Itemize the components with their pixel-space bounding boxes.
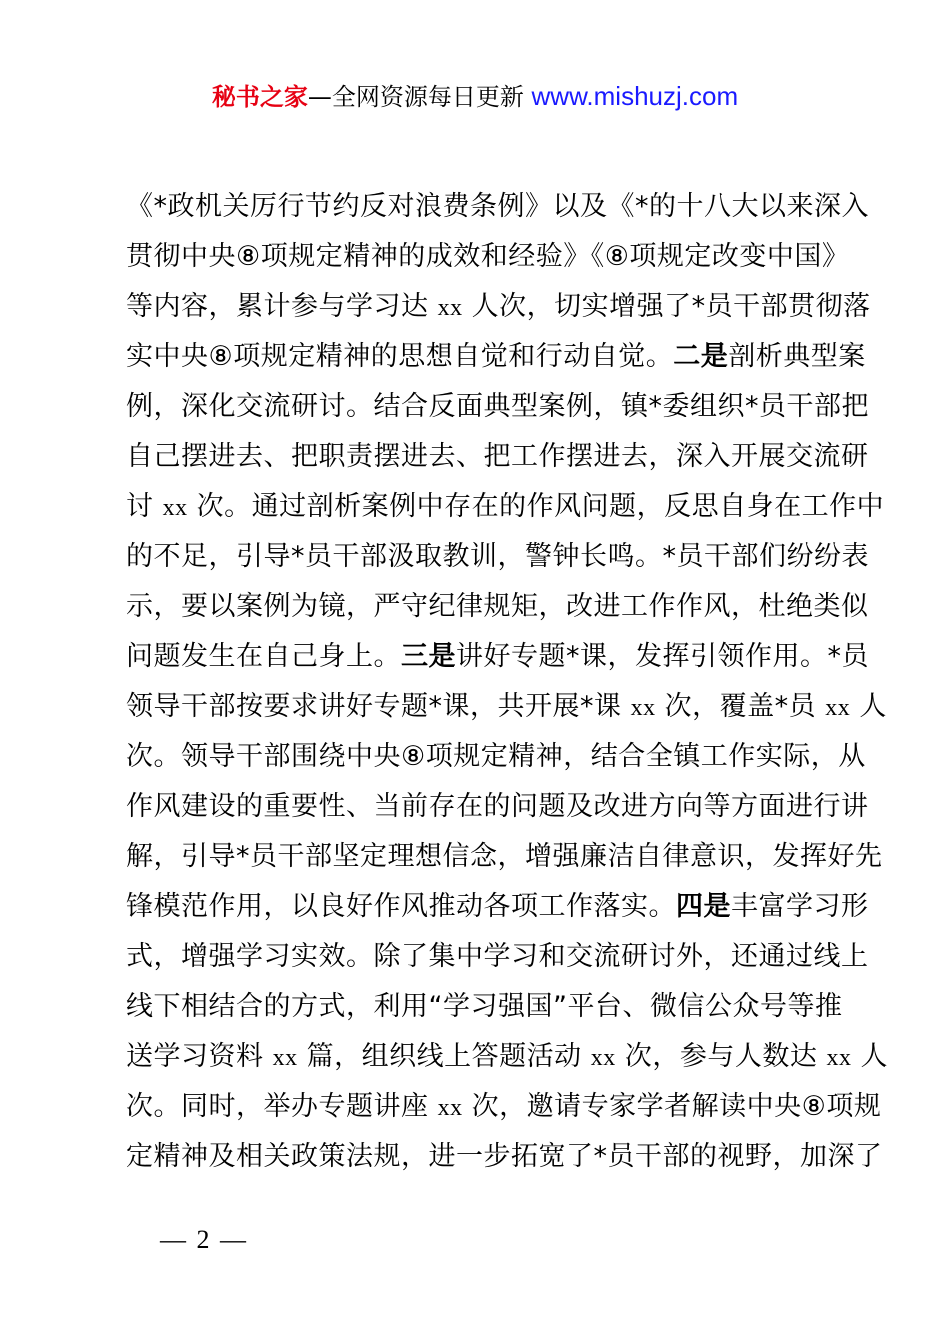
text-segment: xx: [630, 695, 656, 721]
paragraph-line: [126, 432, 869, 482]
paragraph-line: [126, 882, 869, 932]
text-segment: 丰富学习形: [731, 891, 869, 922]
text-segment: 贯彻中央⑧项规定精神的成效和经验》《⑧项规定改变中国》: [126, 241, 850, 272]
text-segment: 次，邀请专家学者解读中央⑧项规: [462, 1091, 882, 1122]
paragraph-line: [126, 382, 869, 432]
section-marker: 三是: [401, 641, 456, 672]
paragraph-line: [126, 782, 869, 832]
text-segment: xx: [437, 295, 463, 321]
text-segment: 线下相结合的方式，利用“学习强国”平台、微信公众号等推: [126, 991, 843, 1022]
paragraph-line: [126, 732, 866, 782]
text-segment: 讲好专题*课，发挥引领作用。*员: [456, 641, 869, 672]
paragraph-line: [126, 682, 887, 732]
paragraph-line: [126, 1032, 889, 1082]
text-segment: 示，要以案例为镜，严守纪律规矩，改进工作作风，杜绝类似: [126, 591, 869, 622]
section-marker: 四是: [676, 891, 731, 922]
text-segment: xx: [590, 1045, 616, 1071]
text-segment: 问题发生在自己身上。: [126, 641, 401, 672]
text-segment: 作风建设的重要性、当前存在的问题及改进方向等方面进行讲: [126, 791, 869, 822]
text-segment: 次，覆盖*员: [655, 691, 826, 722]
text-segment: 自己摆进去、把职责摆进去、把工作摆进去，深入开展交流研: [126, 441, 869, 472]
text-segment: 等内容，累计参与学习达: [126, 291, 438, 322]
text-segment: 篇，组织线上答题活动: [297, 1041, 591, 1072]
text-segment: 剖析典型案: [728, 341, 866, 372]
text-segment: 人: [850, 691, 887, 722]
text-segment: xx: [826, 1045, 852, 1071]
banner-tagline: —全网资源每日更新: [307, 83, 532, 111]
paragraph-line: [126, 982, 843, 1032]
website-url[interactable]: www.mishuzj.com: [531, 81, 739, 111]
paragraph-line: [126, 482, 885, 532]
paragraph-line: [126, 1082, 882, 1132]
text-segment: 解，引导*员干部坚定理想信念，增强廉洁自律意识，发挥好先: [126, 841, 883, 872]
section-marker: 二是: [673, 341, 729, 372]
text-segment: 次。通过剖析案例中存在的作风问题，反思自身在工作中: [187, 491, 885, 522]
text-segment: xx: [162, 495, 188, 521]
text-segment: 的不足，引导*员干部汲取教训，警钟长鸣。*员干部们纷纷表: [126, 541, 869, 572]
paragraph-line: [126, 1132, 883, 1182]
paragraph-line: [126, 282, 871, 332]
text-segment: 实中央⑧项规定精神的思想自觉和行动自觉。: [126, 341, 674, 372]
text-segment: xx: [272, 1045, 298, 1071]
text-segment: 次。同时，举办专题讲座: [126, 1091, 438, 1122]
site-banner: [0, 78, 950, 115]
document-body: [126, 182, 889, 1182]
text-segment: 讨: [126, 491, 163, 522]
text-segment: 次。领导干部围绕中央⑧项规定精神，结合全镇工作实际，从: [126, 741, 866, 772]
text-segment: 例，深化交流研讨。结合反面典型案例，镇*委组织*员干部把: [126, 391, 869, 422]
text-segment: 式，增强学习实效。除了集中学习和交流研讨外，还通过线上: [126, 941, 869, 972]
paragraph-line: [126, 832, 883, 882]
paragraph-line: [126, 232, 850, 282]
paragraph-line: [126, 632, 869, 682]
paragraph-line: [126, 932, 869, 982]
paragraph-line: [126, 532, 869, 582]
text-segment: 领导干部按要求讲好专题*课，共开展*课: [126, 691, 631, 722]
paragraph-line: [126, 182, 869, 232]
text-segment: 送学习资料: [126, 1041, 273, 1072]
brand-name: 秘书之家: [211, 83, 308, 111]
text-segment: 次，参与人数达: [615, 1041, 827, 1072]
paragraph-line: [126, 332, 866, 382]
text-segment: xx: [437, 1095, 463, 1121]
text-segment: 锋模范作用，以良好作风推动各项工作落实。: [126, 891, 676, 922]
text-segment: 《*政机关厉行节约反对浪费条例》以及《*的十八大以来深入: [126, 191, 869, 222]
text-segment: xx: [825, 695, 851, 721]
paragraph-line: [126, 582, 869, 632]
text-segment: 人: [851, 1041, 889, 1072]
text-segment: 人次，切实增强了*员干部贯彻落: [462, 291, 871, 322]
page-number: — 2 —: [160, 1225, 248, 1254]
text-segment: 定精神及相关政策法规，进一步拓宽了*员干部的视野，加深了: [126, 1141, 883, 1172]
